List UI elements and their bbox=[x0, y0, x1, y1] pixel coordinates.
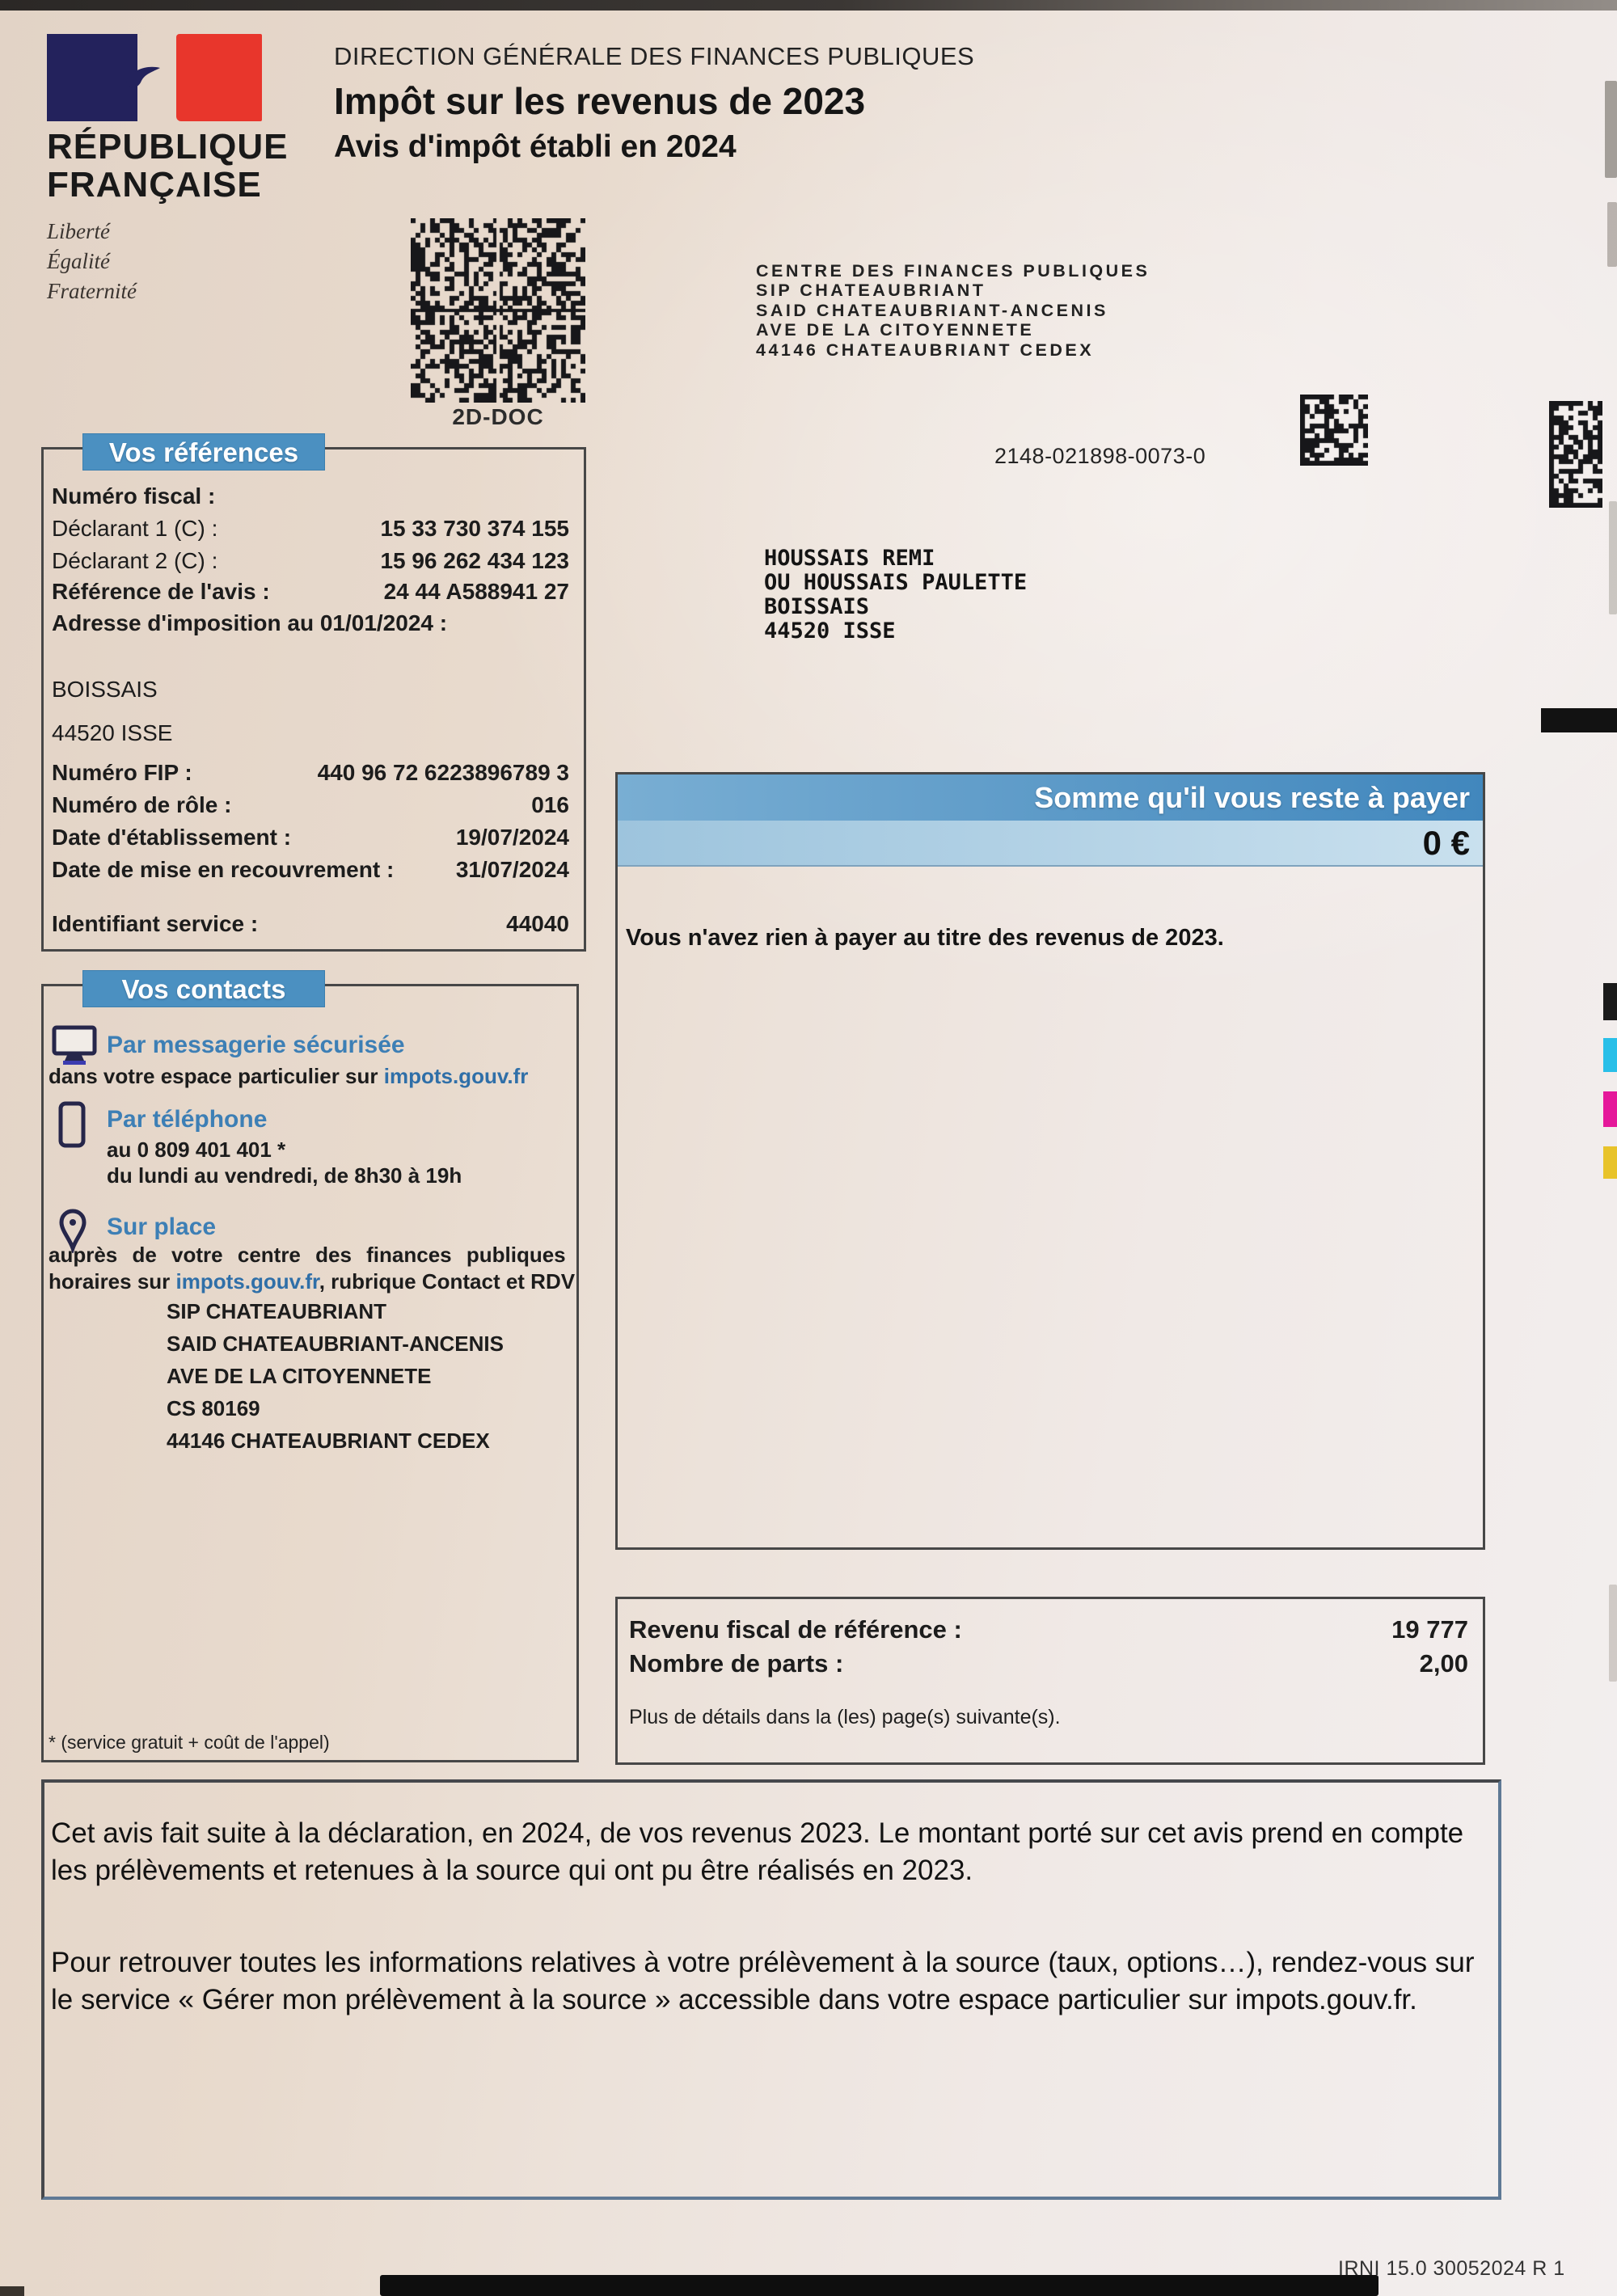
office-address-line: CS 80169 bbox=[167, 1396, 260, 1420]
summary-row bbox=[629, 1615, 1471, 1643]
document-number: 2148-021898-0073-0 bbox=[994, 444, 1206, 468]
centre-address-line: CENTRE DES FINANCES PUBLIQUES bbox=[756, 261, 1150, 281]
date-etablissement-value: 19/07/2024 bbox=[455, 825, 569, 850]
declarant1-value: 15 33 730 374 155 bbox=[380, 516, 569, 541]
reference-row bbox=[52, 579, 572, 606]
reference-row bbox=[52, 548, 572, 576]
contacts-box bbox=[41, 974, 579, 1762]
contact-messagerie-line bbox=[49, 1064, 528, 1089]
republique-francaise-logo bbox=[47, 34, 338, 306]
2d-doc-label: 2D-DOC bbox=[452, 404, 544, 429]
reference-row bbox=[52, 792, 572, 820]
rfr-value: 19 777 bbox=[1391, 1615, 1468, 1644]
notice-paragraph-2: Pour retrouver toutes les informations relatives à votre prélèvement à la source (taux, options…), rendez-vous sur le service « Gérer mon prélèvement à la source » accessible dans votre espace particulier sur impots.gouv.fr. bbox=[51, 1947, 1475, 2015]
phone-icon bbox=[58, 1101, 86, 1148]
recipient-line: HOUSSAIS REMI bbox=[764, 546, 935, 571]
color-calibration-cyan bbox=[1603, 1038, 1617, 1072]
motto-fraternite: Fraternité bbox=[47, 279, 137, 303]
notice-paragraph-1: Cet avis fait suite à la déclaration, en 2024, de vos revenus 2023. Le montant porté sur cet avis prend en compte les prélèvements et retenues à la source qui ont pu être réalisés en 2023. bbox=[51, 1817, 1464, 1886]
amount-due-title: Somme qu'il vous reste à payer bbox=[618, 774, 1483, 821]
office-address-line: SAID CHATEAUBRIANT-ANCENIS bbox=[167, 1332, 504, 1356]
contact-messagerie-title: Par messagerie sécurisée bbox=[107, 1032, 405, 1058]
logo-republique-text: RÉPUBLIQUE bbox=[47, 127, 289, 167]
impots-gouv-link: impots.gouv.fr bbox=[175, 1269, 319, 1294]
recipient-line: OU HOUSSAIS PAULETTE bbox=[764, 570, 1028, 595]
registration-mark-bar bbox=[1541, 708, 1617, 732]
reference-row bbox=[52, 760, 572, 787]
scan-edge-top bbox=[0, 0, 1617, 11]
flag-red-stripe bbox=[176, 34, 262, 121]
reference-row bbox=[52, 720, 572, 748]
datamatrix-barcode-edge bbox=[1549, 401, 1602, 508]
rfr-label: Revenu fiscal de référence : bbox=[629, 1615, 962, 1644]
adresse-line1: BOISSAIS bbox=[52, 677, 158, 702]
contact-telephone-hours: du lundi au vendredi, de 8h30 à 19h bbox=[107, 1163, 462, 1188]
logo-francaise-text: FRANÇAISE bbox=[47, 165, 262, 205]
reference-row bbox=[52, 516, 572, 543]
scan-edge-streak bbox=[1609, 501, 1617, 614]
summary-row bbox=[629, 1649, 1471, 1677]
reference-row bbox=[52, 911, 572, 939]
office-address-line: AVE DE LA CITOYENNETE bbox=[167, 1364, 432, 1388]
numero-fip-value: 440 96 72 6223896789 3 bbox=[317, 760, 569, 785]
impots-gouv-link: impots.gouv.fr bbox=[383, 1064, 529, 1088]
references-box-title: Vos références bbox=[82, 433, 325, 471]
2d-doc-barcode bbox=[411, 218, 585, 403]
phone-footnote: * (service gratuit + coût de l'appel) bbox=[49, 1732, 330, 1753]
date-etablissement-label: Date d'établissement : bbox=[52, 825, 292, 850]
identifiant-service-value: 44040 bbox=[506, 911, 569, 936]
summary-box bbox=[615, 1597, 1485, 1765]
recipient-line: 44520 ISSE bbox=[764, 618, 896, 644]
numero-fiscal-label: Numéro fiscal : bbox=[52, 483, 216, 509]
marianne-bird-icon bbox=[125, 63, 162, 91]
reference-avis-label: Référence de l'avis : bbox=[52, 579, 270, 604]
recipient-line: BOISSAIS bbox=[764, 594, 870, 619]
contact-surplace-line2 bbox=[49, 1269, 575, 1294]
contacts-box-title: Vos contacts bbox=[82, 970, 325, 1007]
centre-address-line: SAID CHATEAUBRIANT-ANCENIS bbox=[756, 300, 1108, 320]
contact-telephone-title: Par téléphone bbox=[107, 1106, 268, 1133]
office-address-line: 44146 CHATEAUBRIANT CEDEX bbox=[167, 1429, 490, 1453]
reference-avis-value: 24 44 A588941 27 bbox=[383, 579, 569, 604]
color-calibration-yellow bbox=[1603, 1146, 1617, 1179]
color-calibration-black bbox=[1603, 983, 1617, 1020]
motto-egalite: Égalité bbox=[47, 249, 110, 273]
scan-edge-streak bbox=[1609, 1585, 1617, 1682]
parts-value: 2,00 bbox=[1419, 1649, 1468, 1678]
summary-details: Plus de détails dans la (les) page(s) suivante(s). bbox=[629, 1706, 1061, 1728]
parts-label: Nombre de parts : bbox=[629, 1649, 844, 1678]
header-direction: DIRECTION GÉNÉRALE DES FINANCES PUBLIQUES bbox=[334, 42, 975, 70]
adresse-imposition-label: Adresse d'imposition au 01/01/2024 : bbox=[52, 610, 448, 635]
declarant1-label: Déclarant 1 (C) : bbox=[52, 516, 218, 541]
reference-row bbox=[52, 483, 572, 511]
scan-edge-streak bbox=[1605, 81, 1617, 178]
contact-office-address bbox=[167, 1295, 504, 1457]
surplace-text: horaires sur bbox=[49, 1269, 176, 1294]
date-recouvrement-value: 31/07/2024 bbox=[455, 857, 569, 882]
centre-address-line: SIP CHATEAUBRIANT bbox=[756, 281, 986, 301]
contact-surplace-title: Sur place bbox=[107, 1213, 217, 1240]
scan-edge-streak bbox=[1607, 202, 1617, 267]
centre-address-line: 44146 CHATEAUBRIANT CEDEX bbox=[756, 340, 1095, 360]
document-subtitle: Avis d'impôt établi en 2024 bbox=[334, 129, 737, 164]
amount-due-value: 0 € bbox=[618, 821, 1483, 867]
motto-liberte: Liberté bbox=[47, 219, 110, 243]
monitor-icon bbox=[52, 1025, 97, 1066]
notice-box bbox=[41, 1779, 1501, 2200]
tax-office-address bbox=[756, 261, 1150, 360]
amount-due-box bbox=[615, 772, 1485, 1550]
reference-row bbox=[52, 857, 572, 884]
references-box bbox=[41, 437, 586, 952]
french-flag-icon bbox=[47, 34, 264, 121]
declarant2-label: Déclarant 2 (C) : bbox=[52, 548, 218, 573]
logo-motto bbox=[47, 217, 338, 306]
datamatrix-barcode-small bbox=[1300, 395, 1368, 466]
surplace-text-suffix: , rubrique Contact et RDV bbox=[319, 1269, 576, 1294]
scan-edge-bottom-left bbox=[0, 2286, 24, 2296]
reference-row bbox=[52, 825, 572, 852]
office-address-line: SIP CHATEAUBRIANT bbox=[167, 1299, 387, 1323]
color-calibration-magenta bbox=[1603, 1091, 1617, 1127]
adresse-line2: 44520 ISSE bbox=[52, 720, 173, 745]
centre-address-line: AVE DE LA CITOYENNETE bbox=[756, 320, 1035, 340]
amount-due-message: Vous n'avez rien à payer au titre des revenus de 2023. bbox=[626, 925, 1224, 951]
declarant2-value: 15 96 262 434 123 bbox=[380, 548, 569, 573]
contact-telephone-number: au 0 809 401 401 * bbox=[107, 1137, 286, 1162]
date-recouvrement-label: Date de mise en recouvrement : bbox=[52, 857, 395, 882]
numero-fip-label: Numéro FIP : bbox=[52, 760, 192, 785]
document-header bbox=[334, 42, 1264, 165]
messagerie-text: dans votre espace particulier sur bbox=[49, 1064, 384, 1088]
recipient-address bbox=[764, 547, 1027, 644]
document-title: Impôt sur les revenus de 2023 bbox=[334, 80, 866, 122]
scan-edge-bottom-bar bbox=[380, 2275, 1378, 2296]
identifiant-service-label: Identifiant service : bbox=[52, 911, 259, 936]
reference-row bbox=[52, 677, 572, 704]
form-reference: IRNI 15.0 30052024 R 1 bbox=[1338, 2257, 1565, 2280]
numero-role-label: Numéro de rôle : bbox=[52, 792, 232, 817]
numero-role-value: 016 bbox=[531, 792, 569, 817]
reference-row bbox=[52, 610, 572, 638]
contact-surplace-line1: auprès de votre centre des finances publiques bbox=[49, 1243, 566, 1267]
